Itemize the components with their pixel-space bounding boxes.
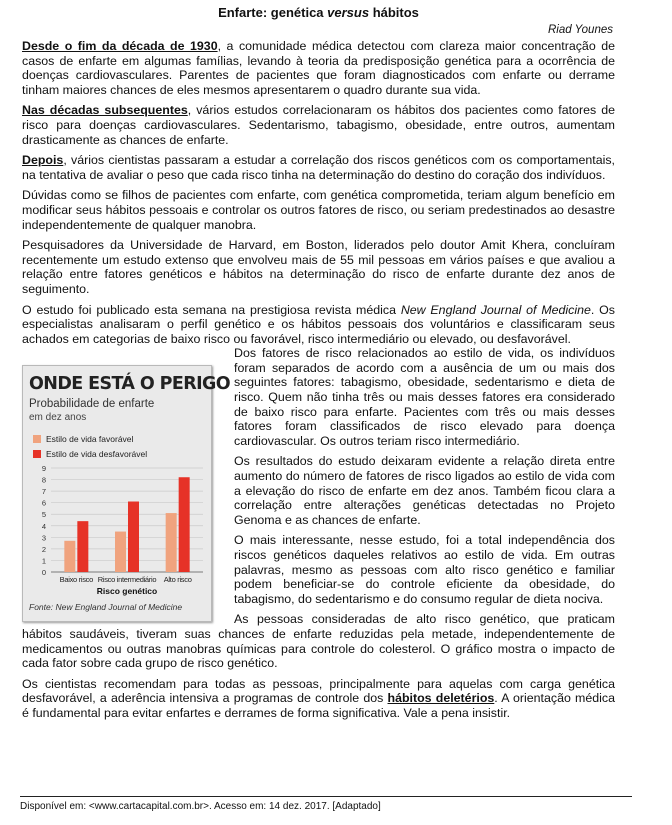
footer-citation: Disponível em: <www.cartacapital.com.br>. Acesso em: 14 dez. 2017. [Adaptado] <box>20 796 632 812</box>
paragraph-9: O mais interessante, nesse estudo, foi a total independência dos riscos genéticos daqueles relativos ao estilo de vida. Em outras palavras, mesmo as pessoas com alto risco genético e familiar podem beneficiar-se do controle eficiente da obesidade, do tabagismo, do sedentarismo e do consumo regular de dieta nociva. <box>234 533 615 606</box>
paragraph-3: Depois, vários cientistas passaram a estudar a correlação dos riscos genéticos com os comportamentais, na tentativa de avaliar o peso que cada risco tinha na determinação do destino do coração dos indivíduos. <box>22 153 615 182</box>
x-tick-label: Alto risco <box>163 575 192 585</box>
bar <box>179 478 190 573</box>
paragraph-1: Desde o fim da década de 1930, a comunidade médica detectou com clareza maior concentração de casos de enfarte em algumas famílias, levando à teoria da predisposição genética para a ocorrência de doenças cardiovasculares. Parentes de pacientes que foram diagnosticados com enfarte ou derrame tinham maiores chances de eles mesmos apresentarem o quadro durante sua vida. <box>22 39 616 97</box>
y-tick-label: 5 <box>41 510 46 520</box>
paragraph-11: Os cientistas recomendam para todas as pessoas, principalmente para aquelas com carga genética desfavorável, a aderência intensiva a programas de controle dos hábitos deletérios. A orientação médica é fundamental para evitar enfartes e derrames de forma significativa. Vale a pena insistir. <box>22 676 615 720</box>
bar-chart <box>23 366 211 621</box>
y-tick-label: 3 <box>41 533 46 543</box>
paragraph-7: Dos fatores de risco relacionados ao estilo de vida, os indivíduos foram separados de acordo com a ausência de um ou mais dos seguintes fatores: tabagismo, obesidade, sedentarismo e dieta de risco. Quem não tinha três ou mais desses fatores era considerado de baixo risco para enfarte. Pacientes com três ou mais desses fatores foram classificados de risco elevado para doença cardiovascular. Os outros teriam risco intermediário. <box>234 346 615 448</box>
y-tick-label: 7 <box>41 487 46 497</box>
chart-subtitle-2: em dez anos <box>29 412 87 424</box>
chart-source: Fonte: New England Journal of Medicine <box>29 602 183 613</box>
paragraph-5: Pesquisadores da Universidade de Harvard, em Boston, liderados pelo doutor Amit Khera, concluíram recentemente um estudo extenso que envolveu mais de 55 mil pessoas em vários países e que avaliou a relação entre fatores genéticos e hábitos na determinação do risco de enfarte durante dez anos de seguimento. <box>22 238 615 296</box>
bar <box>64 541 75 572</box>
bar <box>128 502 139 572</box>
y-tick-label: 1 <box>41 556 46 566</box>
bar <box>166 513 177 572</box>
y-tick-label: 6 <box>41 498 46 508</box>
paragraph-6: O estudo foi publicado esta semana na prestigiosa revista médica New England Journal of Medicine. Os especialistas analisaram o perfil genético e os hábitos pessoais dos voluntários e classificaram seus achados em categorias de baixo risco ou favorável, risco intermediário ou elevado, ou desfavorável. <box>22 302 616 346</box>
chart-figure <box>22 365 231 622</box>
author: Riad Younes <box>547 24 613 36</box>
paragraph-2: Nas décadas subsequentes, vários estudos correlacionaram os hábitos dos pacientes como fatores de risco para doenças cardiovasculares. Sedentarismo, tabagismo, obesidade, entre outros, aumentam drasticamente as chances de enfarte. <box>22 103 615 147</box>
y-tick-label: 2 <box>41 545 46 555</box>
x-tick-label: Baixo risco <box>59 575 94 585</box>
y-tick-label: 0 <box>41 568 46 578</box>
article <box>22 4 615 727</box>
paragraph-8: Os resultados do estudo deixaram evidente a relação direta entre aumento do número de fatores de risco ligados ao estilo de vida com a elevação do risco de enfarte em dez anos. Também ficou clara a correlação entre alterações genéticas detectadas no Projeto Genoma e as chances de enfarte. <box>234 454 615 527</box>
bar <box>77 521 88 572</box>
chart-subtitle: Probabilidade de enfarte <box>29 398 155 411</box>
paragraph-10: As pessoas consideradas de alto risco genético, que praticam hábitos saudáveis, tiveram suas chances de enfarte reduzidas pela metade, independentemente de medicamentos ou outras manobras químicas para controle do colesterol. O gráfico mostra o impacto de cada fator sobre cada grupo de risco genético. <box>22 612 615 671</box>
paragraph-4: Dúvidas como se filhos de pacientes com enfarte, com genética comprometida, teriam algum benefício em modificar seus hábitos pessoais e controlar os outros fatores de risco, ou seriam predestinados ao desastre independentemente de qualquer manobra. <box>22 188 615 232</box>
y-tick-label: 9 <box>41 464 46 474</box>
bar <box>115 532 126 572</box>
y-tick-label: 8 <box>41 475 46 485</box>
chart-title: ONDE ESTÁ O PERIGO <box>29 374 231 395</box>
x-tick-label: Risco intermediário <box>97 575 157 585</box>
article-title: Enfarte: genética versus hábitos <box>218 5 419 20</box>
y-tick-label: 4 <box>41 522 46 532</box>
legend-item-favoravel: Estilo de vida favorável <box>33 434 133 444</box>
legend-item-desfavoravel: Estilo de vida desfavorável <box>33 449 147 459</box>
x-axis-label: Risco genético <box>96 586 158 597</box>
